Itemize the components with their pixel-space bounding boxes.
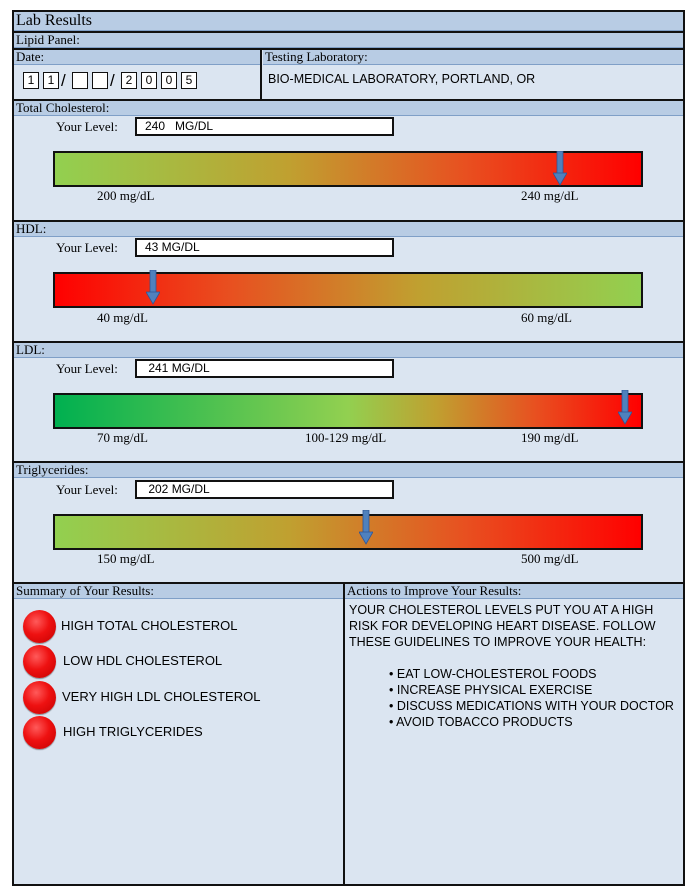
total-cholesterol-marker-arrow-icon — [553, 151, 567, 192]
date-separator: / — [61, 71, 66, 90]
action-item-text: EAT LOW-CHOLESTEROL FOODS — [396, 667, 597, 681]
tick-label: 40 mg/dL — [97, 310, 148, 325]
summary-item: HIGH TOTAL CHOLESTEROL — [61, 618, 238, 633]
date-digit-box[interactable] — [72, 72, 88, 89]
tick-label: 60 mg/dL — [521, 310, 572, 325]
total-cholesterol-label: Total Cholesterol: — [14, 101, 683, 116]
summary-item: LOW HDL CHOLESTEROL — [63, 653, 223, 668]
ldl-label: LDL: — [14, 343, 683, 358]
red-status-dot-icon — [23, 610, 56, 643]
action-item-text: DISCUSS MEDICATIONS WITH YOUR DOCTOR — [396, 699, 674, 713]
action-item-text: INCREASE PHYSICAL EXERCISE — [396, 683, 593, 697]
tick-label: 200 mg/dL — [97, 188, 155, 203]
ldl-level: 241 MG/DL — [135, 359, 394, 378]
date-field[interactable] — [23, 71, 258, 91]
your-level-label: Your Level: — [56, 240, 118, 255]
triglycerides-marker-arrow-icon — [359, 510, 373, 551]
action-item: • INCREASE PHYSICAL EXERCISE — [389, 683, 593, 697]
red-status-dot-icon — [23, 716, 56, 749]
date-separator: / — [110, 71, 115, 90]
action-item-text: AVOID TOBACCO PRODUCTS — [396, 715, 573, 729]
divider — [343, 584, 345, 884]
tick-label: 70 mg/dL — [97, 430, 148, 445]
date-label: Date: — [14, 50, 260, 65]
triglycerides-range-bar — [53, 514, 643, 550]
your-level-label: Your Level: — [56, 482, 118, 497]
ldl-marker-arrow-icon — [618, 390, 632, 431]
tick-label: 240 mg/dL — [521, 188, 579, 203]
lab-value: BIO-MEDICAL LABORATORY, PORTLAND, OR — [268, 72, 536, 86]
your-level-label: Your Level: — [56, 119, 118, 134]
ldl-range-bar — [53, 393, 643, 429]
hdl-range-bar — [53, 272, 643, 308]
action-item: • AVOID TOBACCO PRODUCTS — [389, 715, 573, 729]
hdl-marker-arrow-icon — [146, 270, 160, 311]
date-digit-box[interactable]: 0 — [161, 72, 177, 89]
lab-results-form — [12, 10, 685, 886]
red-status-dot-icon — [23, 681, 56, 714]
divider — [260, 50, 262, 100]
triglycerides-level: 202 MG/DL — [135, 480, 394, 499]
summary-item: VERY HIGH LDL CHOLESTEROL — [62, 689, 261, 704]
hdl-level: 43 MG/DL — [135, 238, 394, 257]
date-digit-box[interactable] — [92, 72, 108, 89]
actions-intro: YOUR CHOLESTEROL LEVELS PUT YOU AT A HIGH RISK FOR DEVELOPING HEART DISEASE. FOLLOW THESE GUIDELINES TO IMPROVE YOUR HEALTH: — [349, 603, 656, 649]
tick-label: 190 mg/dL — [521, 430, 579, 445]
date-digit-box[interactable]: 5 — [181, 72, 197, 89]
date-digit-box[interactable]: 1 — [43, 72, 59, 89]
your-level-label: Your Level: — [56, 361, 118, 376]
summary-label: Summary of Your Results: — [14, 584, 343, 599]
date-digit-box[interactable]: 2 — [121, 72, 137, 89]
lipid-panel-label: Lipid Panel: — [14, 33, 683, 48]
action-item: • DISCUSS MEDICATIONS WITH YOUR DOCTOR — [389, 699, 674, 713]
date-digit-box[interactable]: 0 — [141, 72, 157, 89]
date-digit-box[interactable]: 1 — [23, 72, 39, 89]
actions-label: Actions to Improve Your Results: — [345, 584, 683, 599]
red-status-dot-icon — [23, 645, 56, 678]
triglycerides-label: Triglycerides: — [14, 463, 683, 478]
total-cholesterol-level: 240 MG/DL — [135, 117, 394, 136]
tick-label: 500 mg/dL — [521, 551, 579, 566]
lab-label: Testing Laboratory: — [263, 50, 683, 65]
summary-item: HIGH TRIGLYCERIDES — [63, 724, 203, 739]
hdl-label: HDL: — [14, 222, 683, 237]
tick-label: 100-129 mg/dL — [305, 430, 387, 445]
tick-label: 150 mg/dL — [97, 551, 155, 566]
action-item: • EAT LOW-CHOLESTEROL FOODS — [389, 667, 597, 681]
form-title: Lab Results — [14, 12, 683, 31]
